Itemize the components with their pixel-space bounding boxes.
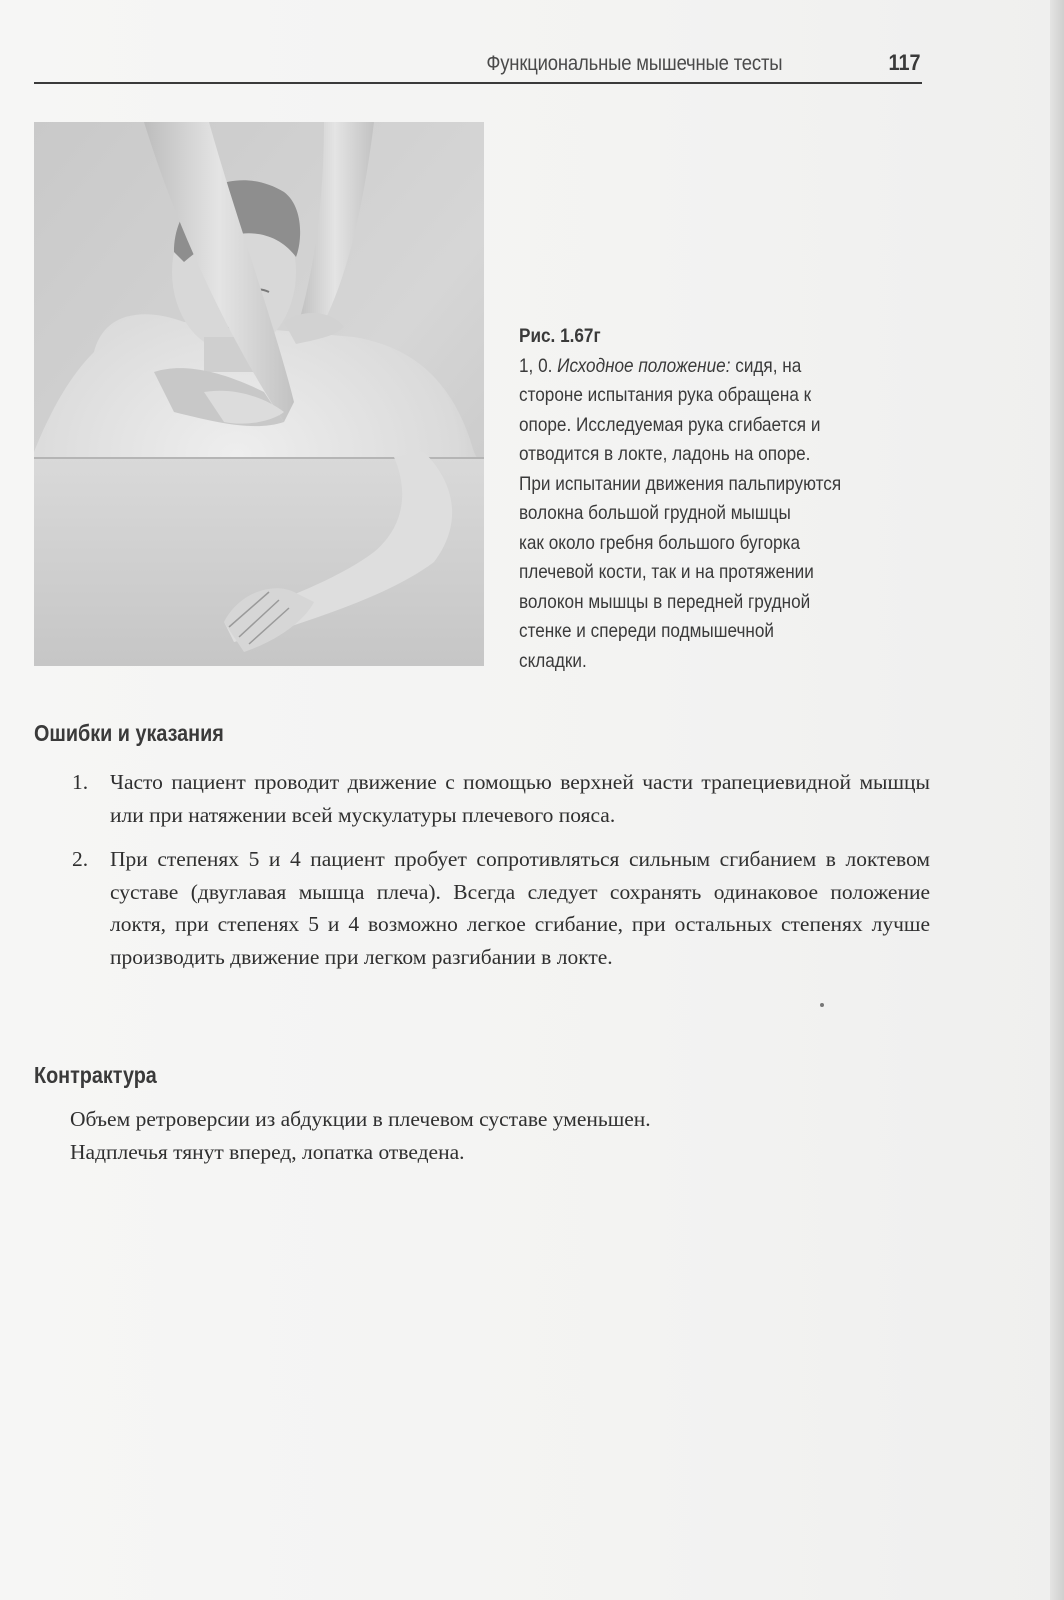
figure-caption — [519, 322, 919, 676]
running-head-title: Функциональные мышечные тесты — [486, 52, 782, 75]
figure-photo — [34, 122, 484, 666]
errors-list — [70, 766, 930, 985]
page-number: 117 — [888, 50, 920, 75]
caption-line: стенке и спереди подмышечной — [519, 620, 775, 642]
list-item-number: 2. — [72, 847, 89, 871]
contracture-line: Объем ретроверсии из абдукции в плечевом суставе уменьшен. — [70, 1107, 651, 1131]
caption-line: волокна большой грудной мышцы — [519, 502, 791, 524]
caption-rest: сидя, на — [730, 354, 802, 377]
caption-line: отводится в локте, ладонь на опоре. — [519, 443, 811, 465]
list-item — [70, 843, 930, 973]
caption-italic-term: Исходное положение: — [557, 354, 731, 377]
caption-line: волокон мышцы в передней грудной — [519, 590, 811, 613]
caption-line: При испытании движения пальпируются — [519, 472, 842, 495]
caption-lead: 1, 0. — [519, 354, 558, 377]
caption-line: стороне испытания рука обращена к — [519, 384, 812, 406]
page-edge-shadow — [1050, 0, 1064, 1600]
figure-label: Рис. 1.67г — [519, 325, 601, 347]
print-speck — [820, 1003, 824, 1007]
caption-line: как около гребня большого бугорка — [519, 531, 801, 554]
contracture-line: Надплечья тянут вперед, лопатка отведена. — [70, 1140, 465, 1164]
list-item — [70, 766, 930, 831]
section-heading-errors: Ошибки и указания — [34, 720, 224, 746]
list-item-number: 1. — [72, 770, 89, 794]
caption-line: складки. — [519, 649, 587, 672]
examination-photo-illustration — [34, 122, 484, 666]
caption-line: опоре. Исследуемая рука сгибается и — [519, 413, 821, 436]
running-head — [34, 48, 922, 84]
list-item-text: При степенях 5 и 4 пациент пробует сопротивляться сильным сгибанием в локтевом суставе (двуглавая мышца плеча). Всегда следует сохранять одинаковое положение локтя, при степенях 5 и 4 возможно легкое сгибание, при остальных степенях лучше производить движение при легком разгибании в локте. — [110, 847, 930, 969]
caption-line: плечевой кости, так и на протяжении — [519, 561, 814, 583]
section-heading-contracture: Контрактура — [34, 1062, 157, 1088]
list-item-text: Часто пациент проводит движение с помощью верхней части трапециевидной мышцы или при натяжении всей мускулатуры плечевого пояса. — [110, 770, 930, 827]
caption-line — [519, 352, 871, 382]
